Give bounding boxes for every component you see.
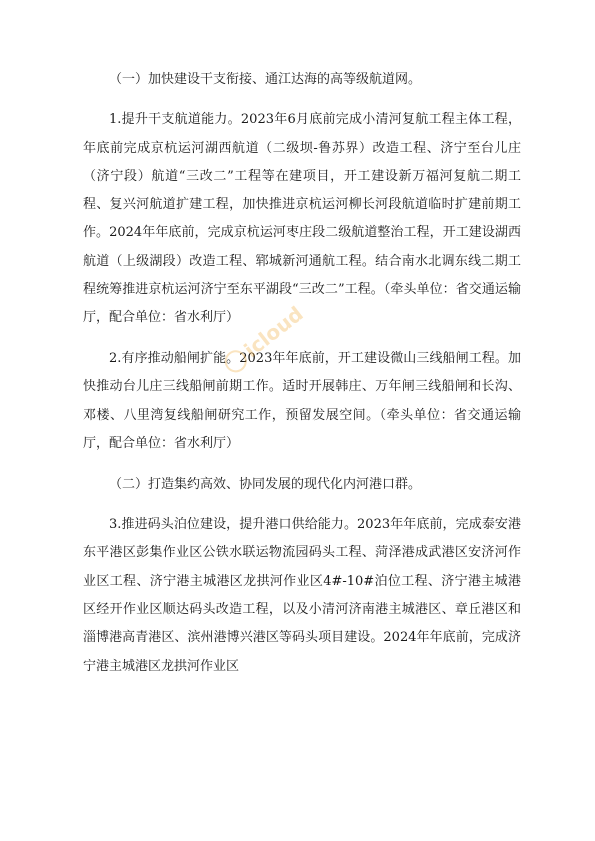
paragraph-3: 3.推进码头泊位建设，提升港口供给能力。2023年年底前，完成泰安港东平港区彭集作业区公铁水联运物流园码头工程、菏泽港成武港区安济河作业区工程、济宁港主城港区龙拱河作业区4#-10#泊位工程、济宁港主城港区经开作业区顺达码头改造工程，以及小清河济南港主城港区、章丘港区和淄博港高青港区、滨州港博兴港区等码头项目建设。2024年年底前，完成济宁港主城港区龙拱河作业区	[83, 517, 521, 674]
section-heading-1: （一）加快建设干支衔接、通江达海的高等级航道网。	[109, 72, 422, 87]
paragraph-1: 1.提升干支航道能力。2023年6月底前完成小清河复航工程主体工程，年底前完成京杭运河湖西航道（二级坝-鲁苏界）改造工程、济宁至台儿庄（济宁段）航道“三改二”工程等在建项目，开工建设新万福河复航二期工程、复兴河航道扩建工程，加快推进京杭运河柳长河段航道临时扩建前期工作。2024年年底前，完成京杭运河枣庄段二级航道整治工程，开工建设湖西航道（上级湖段）改造工程、郓城新河通航工程。结合南水北调东线二期工程统筹推进京杭运河济宁至东平湖段“三改二”工程。（牵头单位：省交通运输厅，配合单位：省水利厅）	[83, 112, 521, 326]
section-heading-2: （二）打造集约高效、协同发展的现代化内河港口群。	[109, 476, 422, 492]
paragraph-2: 2.有序推动船闸扩能。2023年年底前，开工建设微山三线船闸工程。加快推动台儿庄三线船闸前期工作。适时开展韩庄、万年闸三线船闸和长沟、邓楼、八里湾复线船闸研究工作，预留发展空间。（牵头单位：省交通运输厅，配合单位：省水利厅）	[83, 351, 521, 452]
watermark-text: icloud	[239, 301, 308, 363]
document-body	[83, 66, 521, 693]
